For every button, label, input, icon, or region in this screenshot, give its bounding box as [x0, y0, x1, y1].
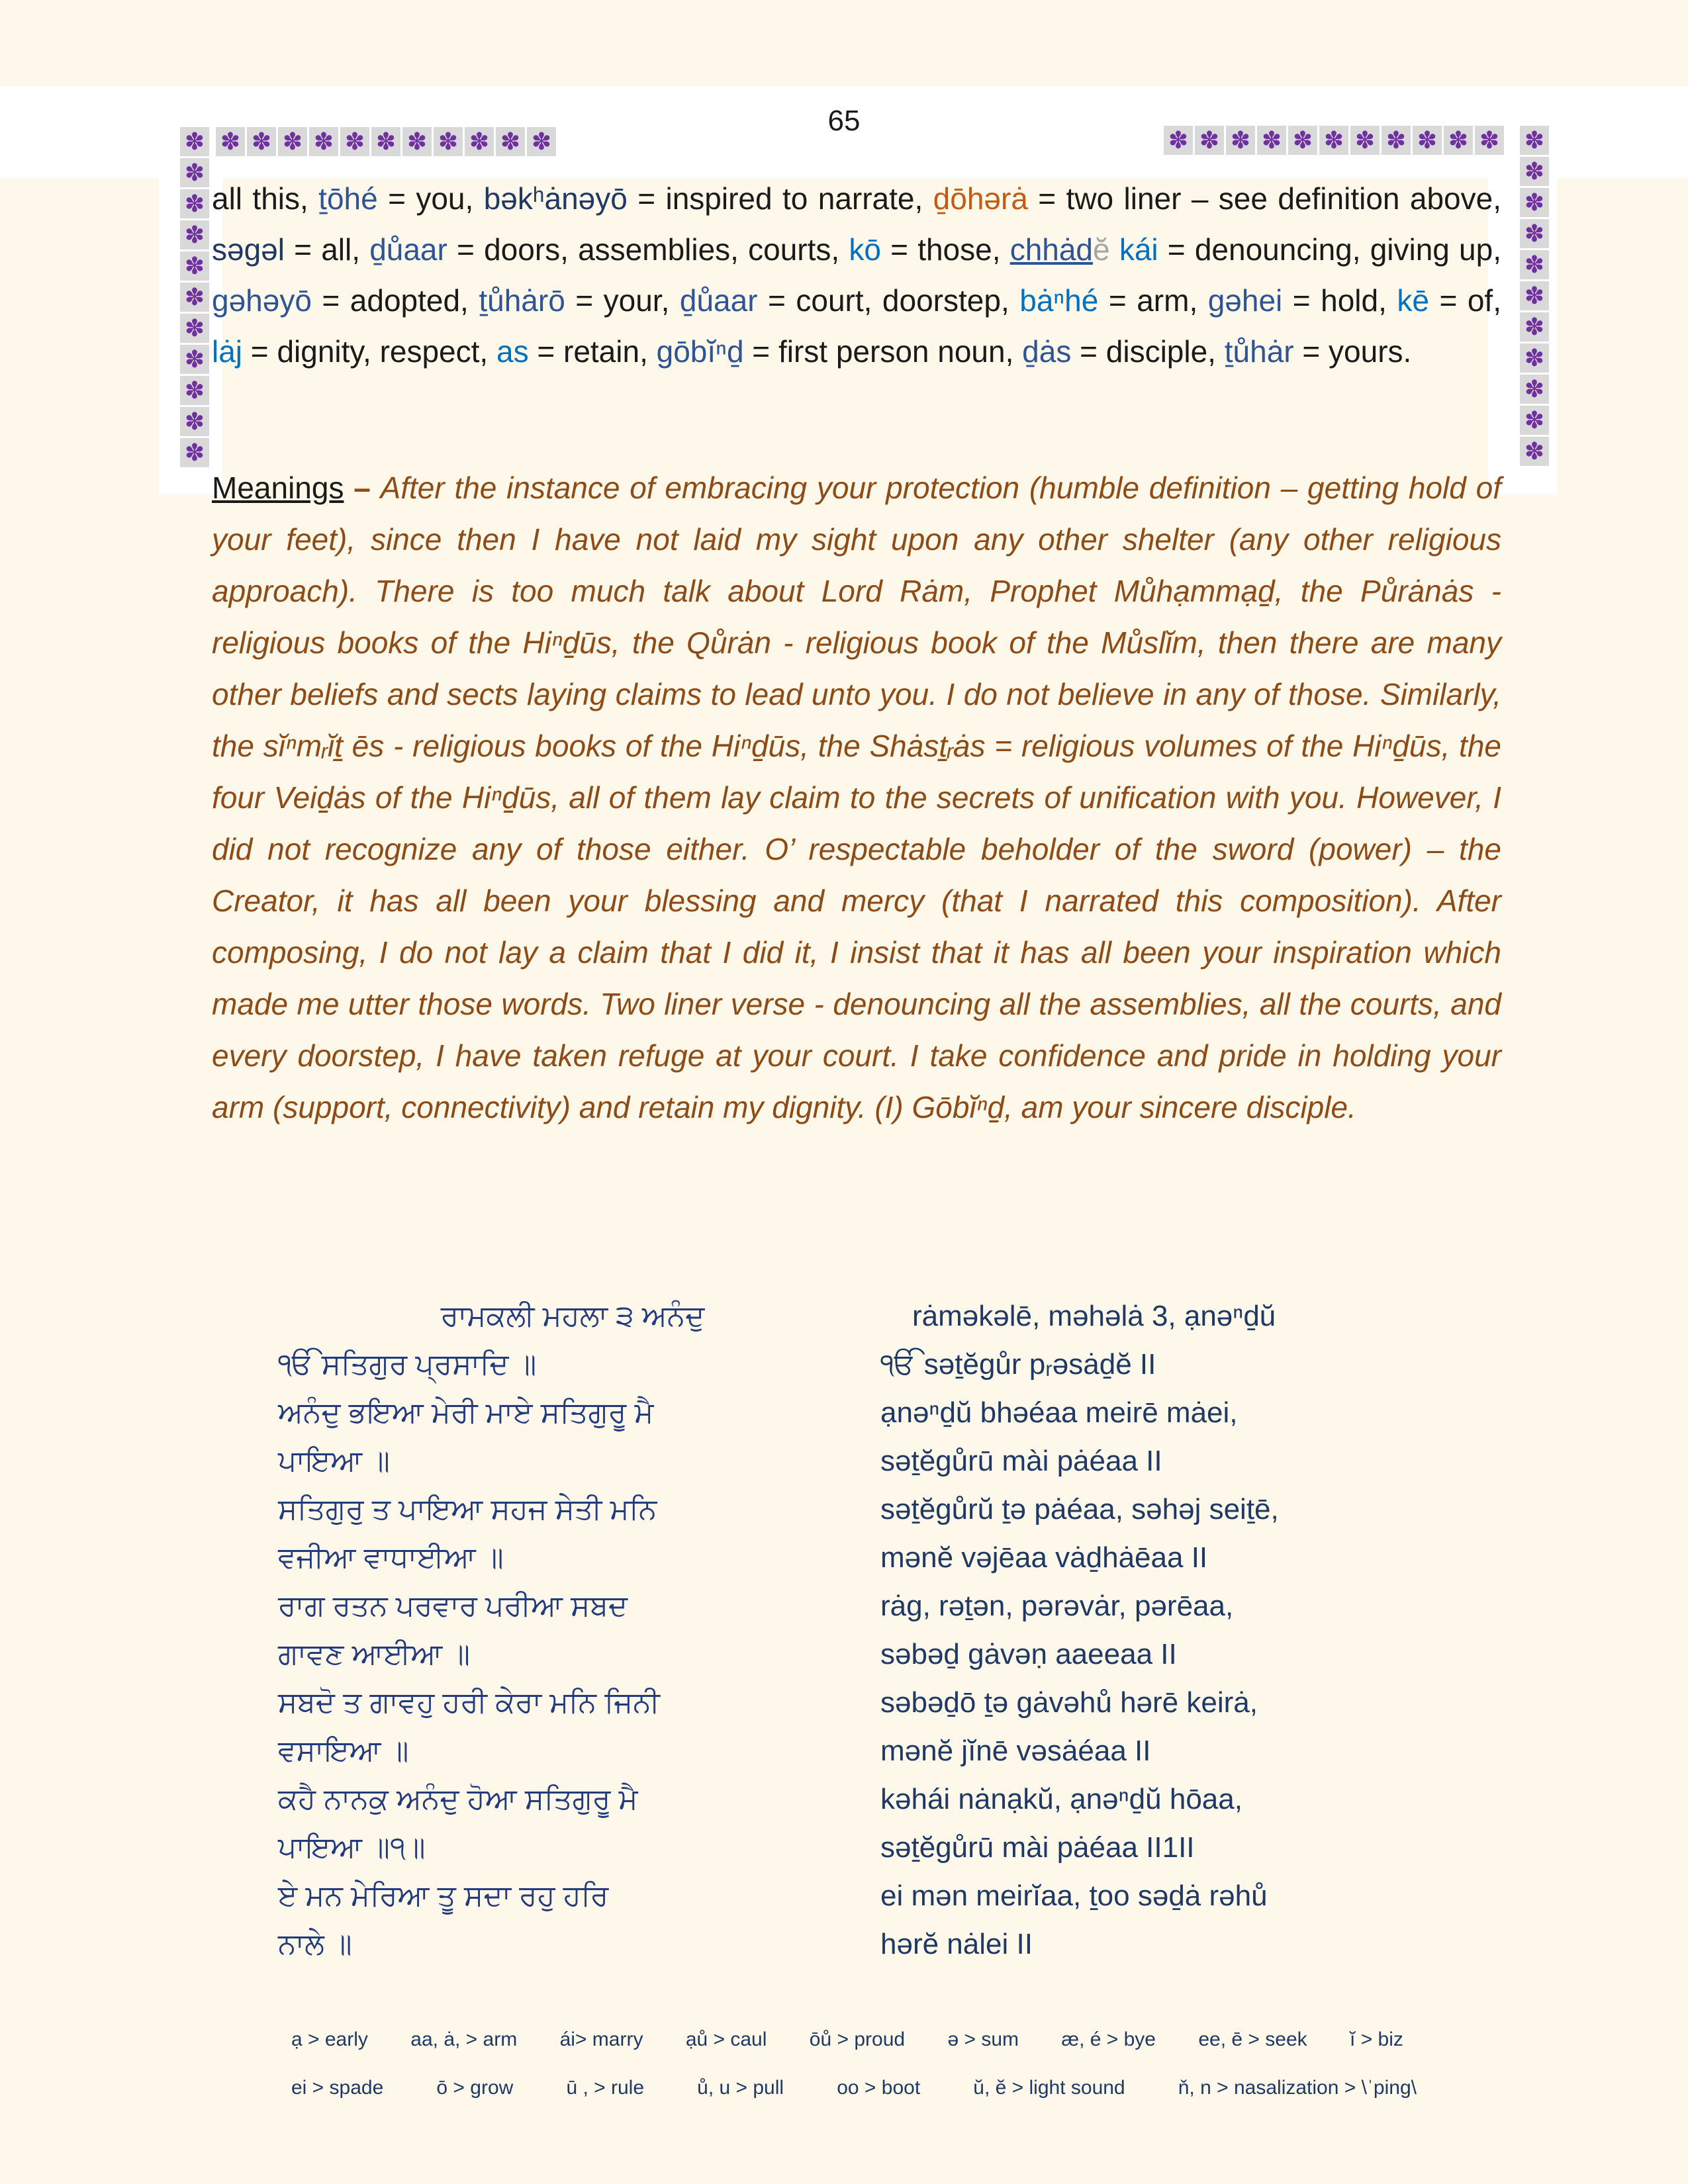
text-line: ee, ē > seek [1198, 2028, 1307, 2050]
ornament-border-right-column [1520, 126, 1549, 466]
transliteration-verse-column [880, 1292, 1397, 1968]
text-line: ਨਾਲੇ ॥ [278, 1928, 352, 1960]
text-segment: ḏōhərȧ [933, 181, 1028, 216]
page-number: 65 [827, 105, 861, 137]
pronunciation-key-row-2 [291, 2077, 1417, 2099]
flower-ornament-icon: ✽ [1382, 126, 1411, 155]
flower-ornament-icon: ✽ [1475, 126, 1504, 155]
text-segment: as [496, 334, 529, 369]
flower-ornament-icon: ✽ [1520, 343, 1549, 373]
flower-ornament-icon: ✽ [434, 127, 463, 156]
text-segment: = dignity, respect, [242, 334, 496, 369]
text-line: ů, u > pull [697, 2077, 784, 2099]
text-line: rȧməkəlē, məhəlȧ 3, ạnəⁿḏŭ [912, 1300, 1276, 1332]
gurmukhi-verse-column [278, 1292, 867, 1968]
ornament-border-top-right [1164, 126, 1504, 155]
text-segment: gōbĭⁿḏ [656, 334, 744, 369]
text-line: səṯĕgůrŭ ṯə pȧéaa, səhəj seiṯē, [880, 1493, 1279, 1525]
text-line: səbəḏ gȧvəṇ aaeeaa II [880, 1638, 1177, 1670]
flower-ornament-icon: ✽ [1520, 250, 1549, 279]
flower-ornament-icon: ✽ [1444, 126, 1473, 155]
text-segment: = hold, [1282, 283, 1397, 318]
flower-ornament-icon: ✽ [496, 127, 525, 156]
flower-ornament-icon: ✽ [180, 314, 209, 343]
text-segment: bəkʰȧnəyō [483, 181, 628, 216]
text-segment: kē [1397, 283, 1429, 318]
text-segment: = all, [284, 232, 370, 267]
text-segment: all this, [212, 181, 319, 216]
flower-ornament-icon: ✽ [402, 127, 432, 156]
flower-ornament-icon: ✽ [1520, 281, 1549, 310]
text-segment: = first person noun, [743, 334, 1023, 369]
meanings-body: After the instance of embracing your protection (humble definition – getting hold of your feet), since then I have not laid my sight upon any other shelter (any other religious approach). There is too much talk about Lord Rȧm, Prophet Můhạmmạḏ, the Půrȧnȧs - religious books of the Hiⁿḏūs, the Qůrȧn - religious book of the Můslĭm, then there are many other beliefs and sects laying claims to lead unto you. I do not believe in any of those. Similarly, the sĭⁿmᵣĭṯ ēs - religious books of the Hiⁿḏūs, the Shȧsṯᵣȧs = religious volumes of the Hiⁿḏūs, the four Veiḏȧs of the Hiⁿḏūs, all of them lay claim to the secrets of unification with you. However, I did not recognize any of those either. O’ respectable beholder of the sword (power) – the Creator, it has all been your blessing and mercy (that I narrated this composition). After composing, I do not lay a claim that I did it, I insist that it has all been your inspiration which made me utter those words. Two liner verse - denouncing all the assemblies, all the courts, and every doorstep, I have taken refuge at your court. I take confidence and pride in holding your arm (support, connectivity) and retain my dignity. (I) Gōbĭⁿḏ, am your sincere disciple. [212, 471, 1501, 1124]
flower-ornament-icon: ✽ [1520, 406, 1549, 435]
text-line: ਵਸਾਇਆ ॥ [278, 1735, 409, 1767]
text-segment: səgəl [212, 232, 285, 267]
flower-ornament-icon: ✽ [278, 127, 307, 156]
text-segment: ḏůaar [679, 283, 758, 318]
text-line: ə > sum [947, 2028, 1019, 2050]
text-segment: ḏȧs [1022, 334, 1072, 369]
flower-ornament-icon: ✽ [527, 127, 556, 156]
flower-ornament-icon: ✽ [216, 127, 245, 156]
flower-ornament-icon: ✽ [309, 127, 338, 156]
text-line: ō > grow [436, 2077, 514, 2099]
text-segment: = yours. [1293, 334, 1412, 369]
flower-ornament-icon: ✽ [180, 407, 209, 436]
ornament-border-top-left [216, 127, 556, 156]
flower-ornament-icon: ✽ [1288, 126, 1317, 155]
text-segment: gəhəyō [212, 283, 312, 318]
text-line: ਸਬਦੋ ਤ ਗਾਵਹੁ ਹਰੀ ਕੇਰਾ ਮਨਿ ਜਿਨੀ [278, 1686, 660, 1719]
text-line: ਸਤਿਗੁਰੁ ਤ ਪਾਇਆ ਸਹਜ ਸੇਤੀ ਮਨਿ [278, 1493, 657, 1525]
text-segment: kō [849, 232, 881, 267]
text-segment: = of, [1429, 283, 1501, 318]
text-segment: ṯōhé [318, 181, 378, 216]
text-segment: = disciple, [1071, 334, 1225, 369]
flower-ornament-icon: ✽ [1350, 126, 1380, 155]
text-line: ạnəⁿḏŭ bhəéaa meirē mȧei, [880, 1396, 1238, 1429]
text-line: ਰਾਗ ਰਤਨ ਪਰਵਾਰ ਪਰੀਆ ਸਬਦ [278, 1590, 628, 1622]
pronunciation-key-row-1 [291, 2028, 1403, 2051]
flower-ornament-icon: ✽ [180, 158, 209, 187]
text-line: səbəḏō ṯə gȧvəhů hərē keirȧ, [880, 1686, 1258, 1719]
meanings-paragraph [212, 462, 1501, 1133]
text-line: ਕਹੈ ਨਾਨਕੁ ਅਨੰਦੁ ਹੋਆ ਸਤਿਗੁਰੂ ਮੈ [278, 1783, 638, 1815]
text-line: ਰਾਮਕਲੀ ਮਹਲਾ ੩ ਅਨੰਦੁ [440, 1300, 705, 1332]
text-line: ạů > caul [685, 2028, 767, 2050]
text-line: mənĕ vəjēaa vȧḏhȧēaa II [880, 1541, 1208, 1574]
text-segment [1110, 232, 1119, 267]
flower-ornament-icon: ✽ [1226, 126, 1255, 155]
text-line: ōů > proud [809, 2028, 906, 2050]
text-line: ਵਜੀਆ ਵਾਧਾਈਆ ॥ [278, 1541, 504, 1574]
text-line: ei mən meirĭaa, ṯoo səḏȧ rəhů [880, 1880, 1268, 1912]
meanings-dash: – [344, 471, 381, 505]
text-line: ੴ səṯĕgůr pᵣəsȧḏĕ II [880, 1348, 1156, 1381]
flower-ornament-icon: ✽ [1195, 126, 1224, 155]
text-line: səṯĕgůrū mài pȧéaa II1II [880, 1831, 1195, 1864]
text-segment: = those, [880, 232, 1010, 267]
flower-ornament-icon: ✽ [1164, 126, 1193, 155]
text-segment: ḏůaar [369, 232, 447, 267]
text-segment: = retain, [528, 334, 657, 369]
flower-ornament-icon: ✽ [1520, 157, 1549, 186]
flower-ornament-icon: ✽ [1520, 188, 1549, 217]
text-line: ū , > rule [566, 2077, 645, 2099]
text-segment: = doors, assemblies, courts, [447, 232, 849, 267]
text-segment: ṯůhȧrō [479, 283, 565, 318]
text-line: səṯĕgůrū mài pȧéaa II [880, 1445, 1162, 1477]
text-line: æ, é > bye [1061, 2028, 1156, 2050]
text-line: ái> marry [559, 2028, 643, 2050]
text-line: oo > boot [837, 2077, 921, 2099]
flower-ornament-icon: ✽ [340, 127, 369, 156]
flower-ornament-icon: ✽ [180, 220, 209, 250]
text-segment: = denouncing, giving up, [1158, 232, 1502, 267]
flower-ornament-icon: ✽ [247, 127, 276, 156]
text-segment: = your, [565, 283, 680, 318]
text-segment: gəhei [1207, 283, 1283, 318]
text-line: kəhái nȧnạkŭ, ạnəⁿḏŭ hōaa, [880, 1783, 1243, 1815]
text-segment: ṯůhȧr [1224, 334, 1294, 369]
flower-ornament-icon: ✽ [180, 376, 209, 405]
flower-ornament-icon: ✽ [180, 189, 209, 218]
text-segment: = arm, [1098, 283, 1208, 318]
text-line: ਪਾਇਆ ॥ [278, 1445, 390, 1477]
text-segment: = inspired to narrate, [627, 181, 933, 216]
flower-ornament-icon: ✽ [1520, 312, 1549, 341]
flower-ornament-icon: ✽ [180, 438, 209, 467]
flower-ornament-icon: ✽ [1257, 126, 1286, 155]
flower-ornament-icon: ✽ [1319, 126, 1348, 155]
text-line: ਗਾਵਣ ਆਈਆ ॥ [278, 1638, 471, 1670]
text-line: aa, ȧ, > arm [410, 2028, 518, 2050]
text-line: ੴ ਸਤਿਗੁਰ ਪ੍ਰਸਾਦਿ ॥ [278, 1348, 537, 1381]
text-segment: = adopted, [311, 283, 479, 318]
text-line: ĭ > biz [1350, 2028, 1403, 2050]
flower-ornament-icon: ✽ [1520, 437, 1549, 466]
text-segment: chhȧd [1009, 232, 1094, 267]
text-line: ਏ ਮਨ ਮੇਰਿਆ ਤੂ ਸਦਾ ਰਹੁ ਹਰਿ [278, 1880, 609, 1912]
text-line: rȧg, rəṯən, pərəvȧr, pərēaa, [880, 1590, 1234, 1622]
text-segment: = court, doorstep, [757, 283, 1020, 318]
text-segment: ĕ [1093, 232, 1110, 267]
text-line: ei > spade [291, 2077, 384, 2099]
text-segment: kái [1119, 232, 1158, 267]
flower-ornament-icon: ✽ [1520, 375, 1549, 404]
ornament-border-left-column [180, 127, 209, 467]
text-segment: lȧj [212, 334, 243, 369]
text-line: ạ > early [291, 2028, 368, 2050]
flower-ornament-icon: ✽ [180, 283, 209, 312]
text-line: ŭ, ĕ > light sound [973, 2077, 1125, 2099]
flower-ornament-icon: ✽ [371, 127, 400, 156]
text-line: ň, n > nasalization > \ˈping\ [1178, 2077, 1417, 2099]
text-line: ਅਨੰਦੁ ਭਇਆ ਮੇਰੀ ਮਾਏ ਸਤਿਗੁਰੂ ਮੈ [278, 1396, 654, 1429]
text-segment: = you, [377, 181, 484, 216]
flower-ornament-icon: ✽ [180, 251, 209, 281]
flower-ornament-icon: ✽ [465, 127, 494, 156]
flower-ornament-icon: ✽ [1413, 126, 1442, 155]
meanings-heading: Meanings [212, 471, 344, 505]
text-segment: bȧⁿhé [1019, 283, 1099, 318]
text-line: mənĕ jĭnē vəsȧéaa II [880, 1735, 1151, 1767]
definitions-paragraph [212, 173, 1501, 377]
text-line: ਪਾਇਆ ॥੧॥ [278, 1831, 426, 1864]
flower-ornament-icon: ✽ [180, 127, 209, 156]
text-line: hərĕ nȧlei II [880, 1928, 1033, 1960]
text-segment: = two liner – see definition above, [1027, 181, 1502, 216]
flower-ornament-icon: ✽ [1520, 126, 1549, 155]
flower-ornament-icon: ✽ [180, 345, 209, 374]
flower-ornament-icon: ✽ [1520, 219, 1549, 248]
